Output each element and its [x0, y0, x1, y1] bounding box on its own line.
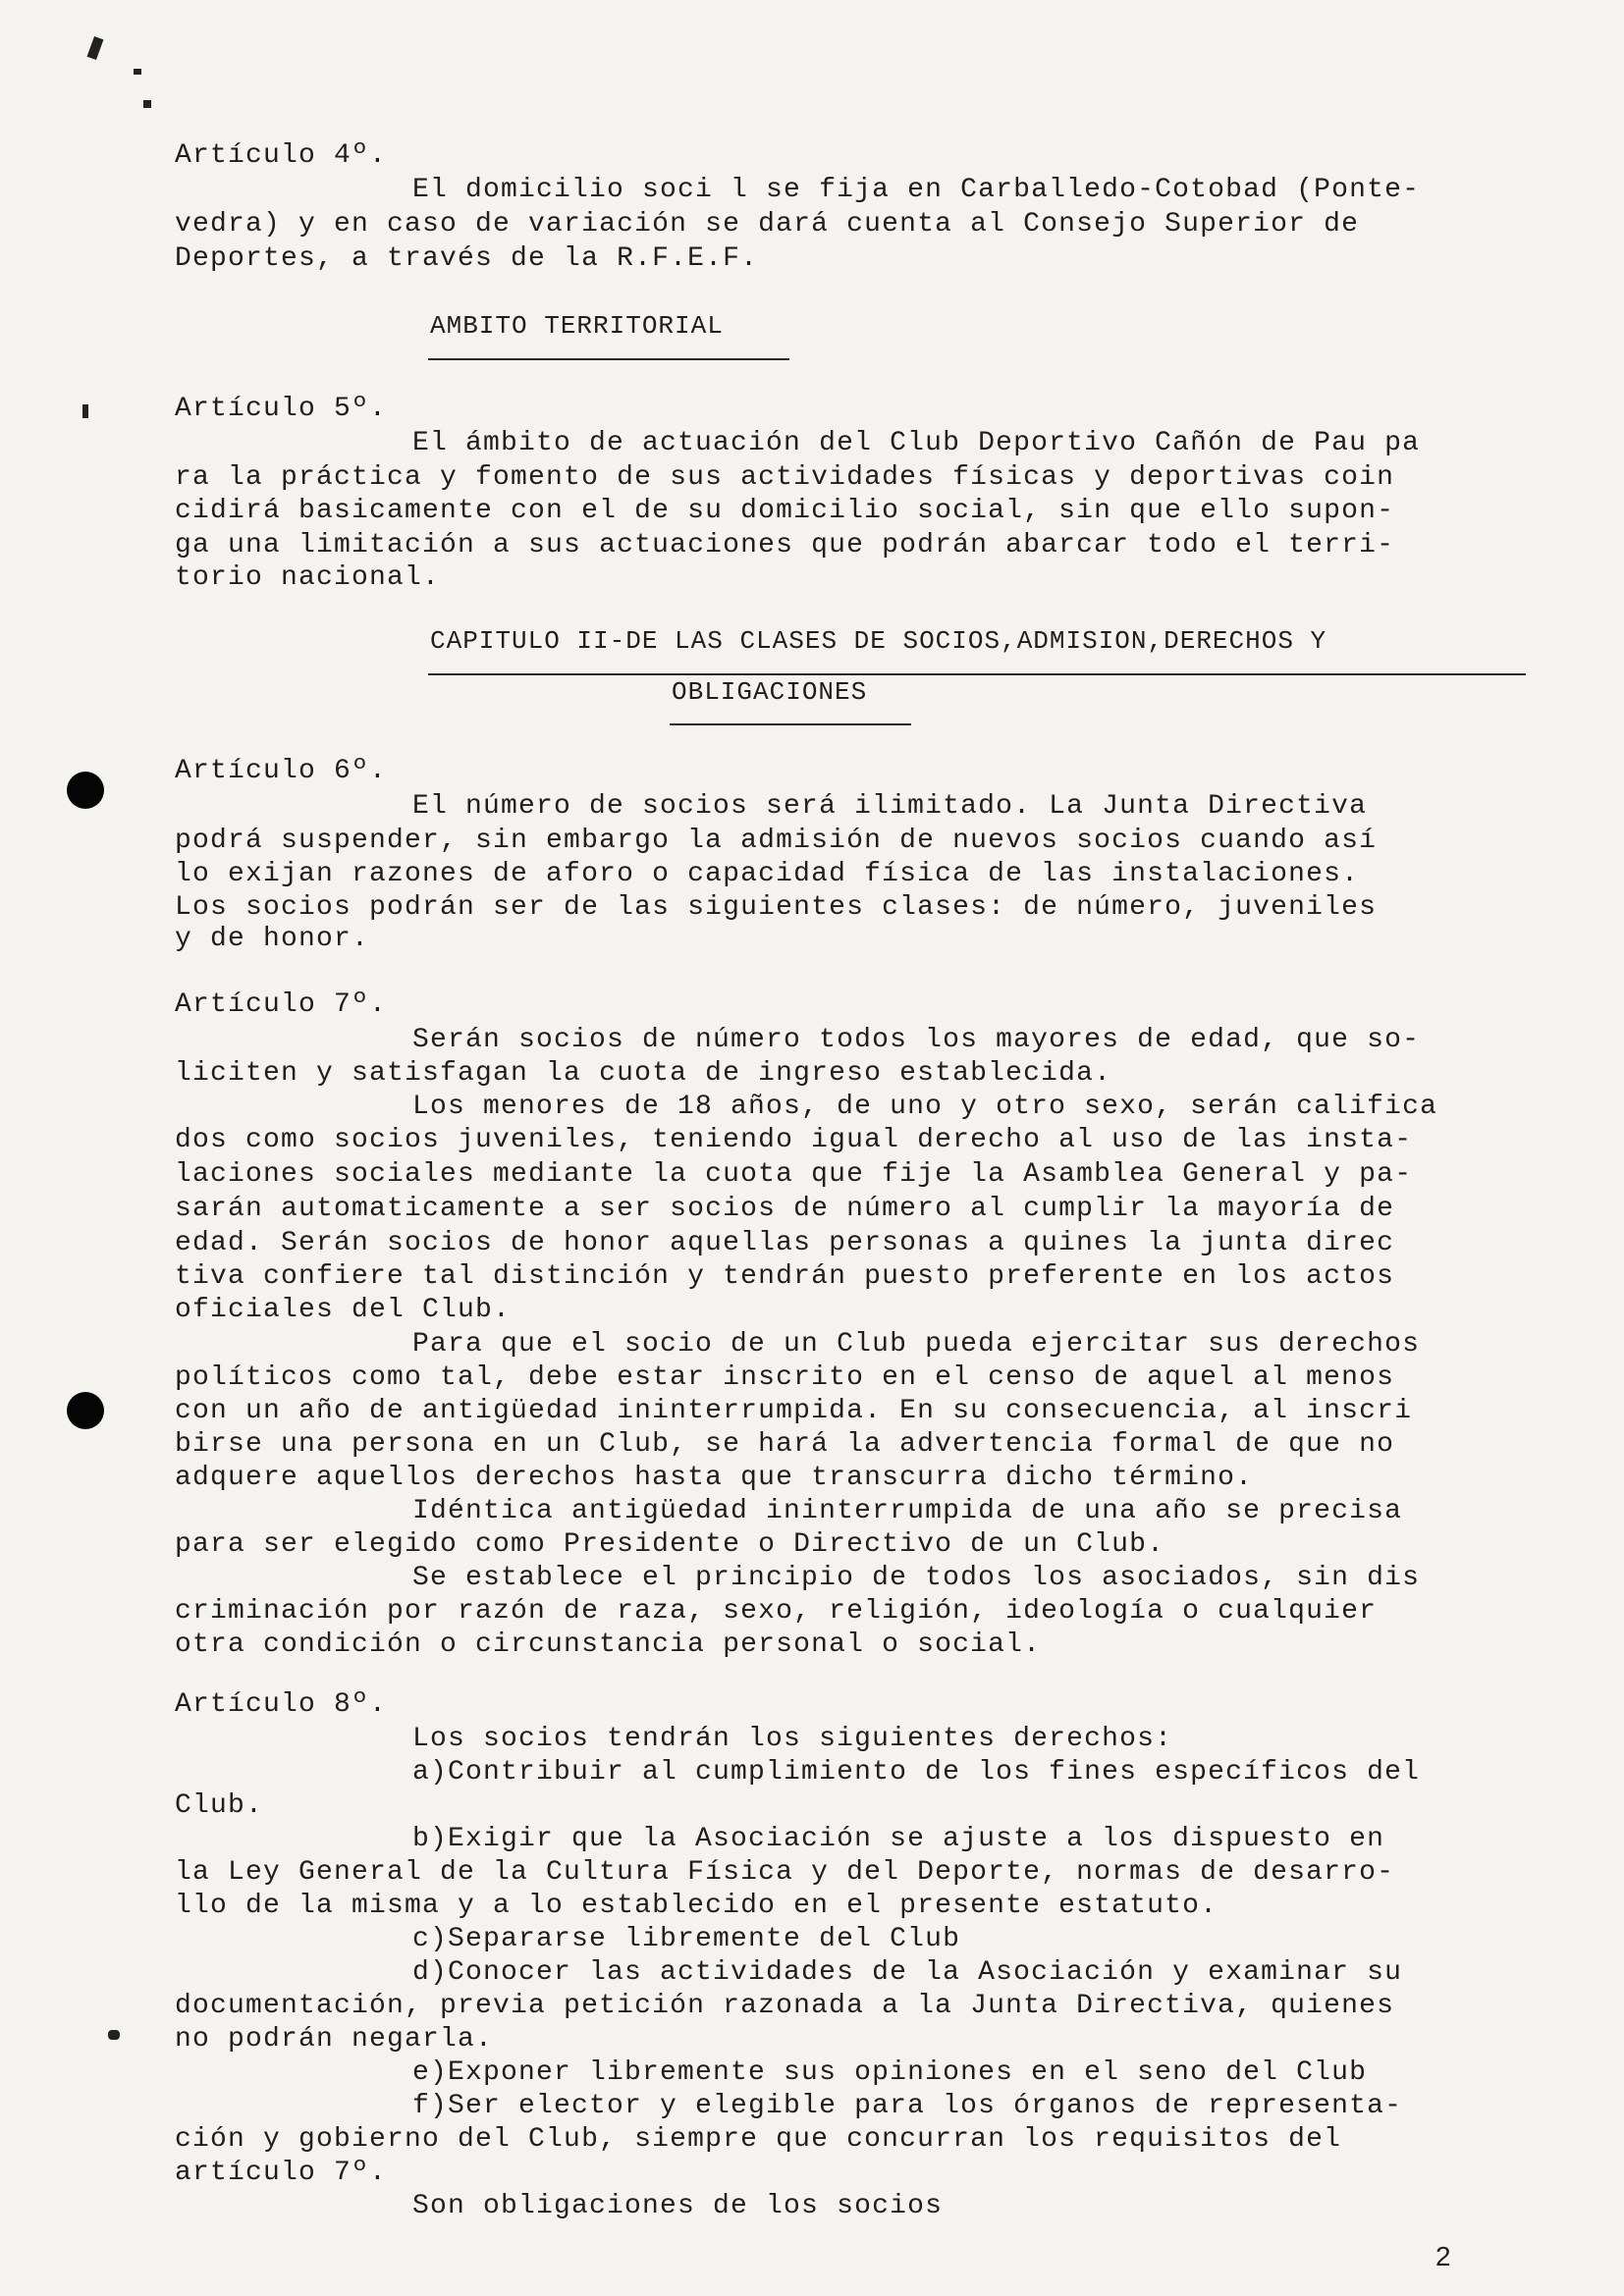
article-5-line: torio nacional. — [175, 562, 441, 593]
section-heading-ambito: AMBITO TERRITORIAL — [430, 311, 724, 341]
article-7-line: edad. Serán socios de honor aquellas personas a quines la junta direc — [175, 1228, 1395, 1258]
article-7-line: otra condición o circunstancia personal o social. — [175, 1629, 1042, 1660]
article-7-line: para ser elegido como Presidente o Directivo de un Club. — [175, 1529, 1165, 1560]
article-7-line: dos como socios juveniles, teniendo igual derecho al uso de las insta- — [175, 1125, 1413, 1155]
article-8-line: Club. — [175, 1790, 264, 1821]
ink-mark — [134, 69, 141, 75]
article-7-line: liciten y satisfagan la cuota de ingreso establecida. — [175, 1058, 1112, 1089]
page-number: 2 — [1435, 2241, 1451, 2271]
article-7-line: Se establece el principio de todos los asociados, sin dis — [412, 1563, 1421, 1593]
article-8-line: d)Conocer las actividades de la Asociación y examinar su — [412, 1957, 1403, 1988]
article-7-line: Los menores de 18 años, de uno y otro sexo, serán califica — [412, 1092, 1438, 1122]
article-7-line: criminación por razón de raza, sexo, religión, ideología o cualquier — [175, 1596, 1378, 1627]
article-8-title: Artículo 8º. — [175, 1689, 388, 1720]
article-7-line: Idéntica antigüedad ininterrumpida de una año se precisa — [412, 1496, 1403, 1526]
article-8-line: llo de la misma y a lo establecido en el presente estatuto. — [175, 1891, 1218, 1921]
article-7-line: tiva confiere tal distinción y tendrán puesto preferente en los actos — [175, 1261, 1395, 1292]
chapter-heading-line2: OBLIGACIONES — [672, 677, 868, 707]
article-7-line: adquere aquellos derechos hasta que transcurra dicho término. — [175, 1463, 1254, 1493]
article-6-title: Artículo 6º. — [175, 756, 388, 786]
heading-underline — [428, 673, 1526, 675]
chapter-heading-line1: CAPITULO II-DE LAS CLASES DE SOCIOS,ADMISION,DERECHOS Y — [430, 626, 1327, 656]
punch-hole — [67, 1392, 104, 1429]
article-8-line: la Ley General de la Cultura Física y del Deporte, normas de desarro- — [175, 1857, 1395, 1888]
article-4-line: Deportes, a través de la R.F.E.F. — [175, 243, 759, 274]
article-8-line: artículo 7º. — [175, 2158, 388, 2188]
article-4-title: Artículo 4º. — [175, 140, 388, 171]
ink-mark — [82, 404, 88, 418]
article-5-line: ga una limitación a sus actuaciones que podrán abarcar todo el terri- — [175, 530, 1395, 561]
article-7-line: Para que el socio de un Club pueda ejercitar sus derechos — [412, 1329, 1421, 1360]
article-7-line: oficiales del Club. — [175, 1295, 512, 1325]
article-7-line: políticos como tal, debe estar inscrito en el censo de aquel al menos — [175, 1362, 1395, 1393]
article-8-line: f)Ser elector y elegible para los órganos de representa- — [412, 2091, 1403, 2121]
article-7-line: sarán automaticamente a ser socios de número al cumplir la mayoría de — [175, 1194, 1395, 1224]
article-4-line: vedra) y en caso de variación se dará cuenta al Consejo Superior de — [175, 209, 1360, 240]
ink-mark — [87, 36, 104, 60]
article-7-title: Artículo 7º. — [175, 989, 388, 1020]
article-8-line: documentación, previa petición razonada a la Junta Directiva, quienes — [175, 1991, 1395, 2021]
article-8-line: no podrán negarla. — [175, 2024, 494, 2055]
article-5-line: El ámbito de actuación del Club Deportivo Cañón de Pau pa — [412, 428, 1421, 458]
article-8-line: Son obligaciones de los socios — [412, 2191, 944, 2221]
heading-underline — [428, 358, 789, 360]
article-5-line: ra la práctica y fomento de sus actividades físicas y deportivas coin — [175, 462, 1395, 493]
article-6-line: Los socios podrán ser de las siguientes clases: de número, juveniles — [175, 892, 1378, 923]
article-8-line: Los socios tendrán los siguientes derechos: — [412, 1724, 1173, 1754]
ink-mark — [108, 2030, 120, 2040]
article-8-line: c)Separarse libremente del Club — [412, 1924, 961, 1954]
article-5-title: Artículo 5º. — [175, 394, 388, 424]
article-5-line: cidirá basicamente con el de su domicilio social, sin que ello supon- — [175, 496, 1395, 526]
article-6-line: lo exijan razones de aforo o capacidad física de las instalaciones. — [175, 859, 1360, 889]
article-8-line: b)Exigir que la Asociación se ajuste a los dispuesto en — [412, 1824, 1385, 1854]
article-6-line: podrá suspender, sin embargo la admisión de nuevos socios cuando así — [175, 826, 1378, 856]
punch-hole — [67, 772, 104, 809]
article-7-line: birse una persona en un Club, se hará la advertencia formal de que no — [175, 1429, 1395, 1460]
article-7-line: con un año de antigüedad ininterrumpida. En su consecuencia, al inscri — [175, 1396, 1413, 1426]
article-8-line: a)Contribuir al cumplimiento de los fines específicos del — [412, 1757, 1421, 1788]
article-4-line: El domicilio soci l se fija en Carballedo-Cotobad (Ponte- — [412, 175, 1421, 205]
ink-mark — [143, 100, 151, 108]
article-6-line: El número de socios será ilimitado. La Junta Directiva — [412, 791, 1368, 822]
heading-underline — [670, 723, 911, 725]
article-8-line: e)Exponer libremente sus opiniones en el seno del Club — [412, 2057, 1368, 2088]
article-7-line: laciones sociales mediante la cuota que fije la Asamblea General y pa- — [175, 1159, 1413, 1190]
article-6-line: y de honor. — [175, 924, 370, 954]
article-8-line: ción y gobierno del Club, siempre que concurran los requisitos del — [175, 2124, 1342, 2155]
article-7-line: Serán socios de número todos los mayores de edad, que so- — [412, 1025, 1421, 1055]
